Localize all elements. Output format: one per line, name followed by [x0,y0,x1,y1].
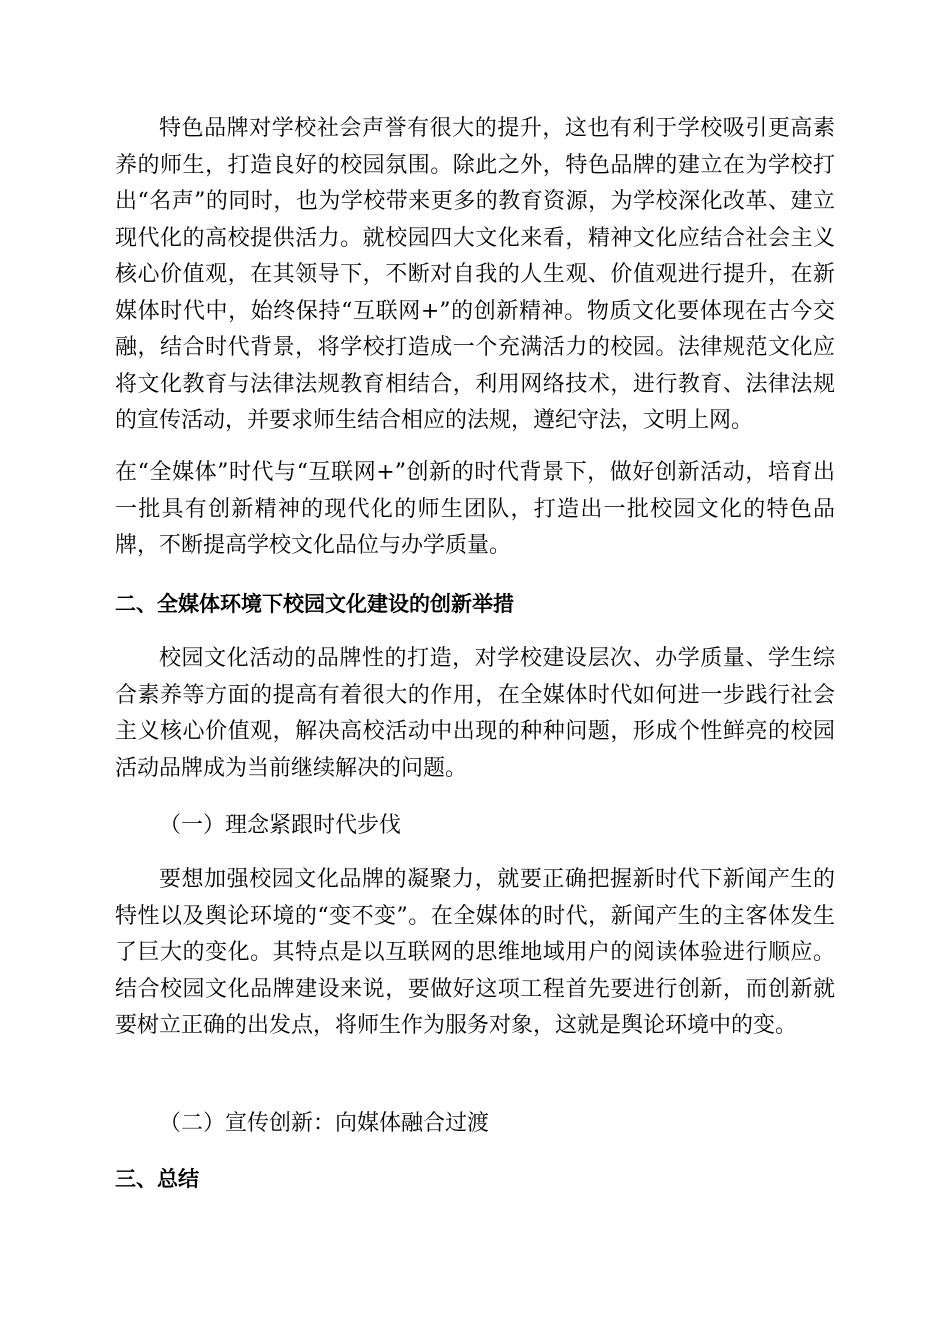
section-heading-innovation-measures: 二、全媒体环境下校园文化建设的创新举措 [115,592,514,616]
body-paragraph-innovation-background: 在“全媒体”时代与“互联网+”创新的时代背景下，做好创新活动，培育出一批具有创新精神的现代化的师生团队，打造出一批校园文化的特色品牌，不断提高学校文化品位与办学质量。 [115,460,835,558]
body-paragraph-campus-activity-brand: 校园文化活动的品牌性的打造，对学校建设层次、办学质量、学生综合素养等方面的提高有着很大的作用，在全媒体时代如何进一步践行社会主义核心价值观，解决高校活动中出现的种种问题，形成个性鲜亮的校园活动品牌成为当前继续解决的问题。 [115,646,835,781]
subsection-heading-publicity: （二）宣传创新：向媒体融合过渡 [159,1111,490,1136]
body-paragraph-brand-cohesion: 要想加强校园文化品牌的凝聚力，就要正确把握新时代下新闻产生的特性以及舆论环境的“变不变”。在全媒体的时代，新闻产生的主客体发生了巨大的变化。其特点是以互联网的思维地域用户的阅读体验进行顺应。结合校园文化品牌建设来说，要做好这项工程首先要进行创新，而创新就要树立正确的出发点，将师生作为服务对象，这就是舆论环境中的变。 [115,867,835,1038]
subsection-heading-concept: （一）理念紧跟时代步伐 [159,813,402,838]
section-heading-summary: 三、总结 [115,1167,199,1191]
body-paragraph-brand-reputation: 特色品牌对学校社会声誉有很大的提升，这也有利于学校吸引更高素养的师生，打造良好的校园氛围。除此之外，特色品牌的建立在为学校打出“名声”的同时，也为学校带来更多的教育资源，为学校深化改革、建立现代化的高校提供活力。就校园四大文化来看，精神文化应结合社会主义核心价值观，在其领导下，不断对自我的人生观、价值观进行提升，在新媒体时代中，始终保持“互联网+”的创新精神。物质文化要体现在古今交融，结合时代背景，将学校打造成一个充满活力的校园。法律规范文化应将文化教育与法律法规教育相结合，利用网络技术，进行教育、法律法规的宣传活动，并要求师生结合相应的法规，遵纪守法，文明上网。 [115,116,835,433]
